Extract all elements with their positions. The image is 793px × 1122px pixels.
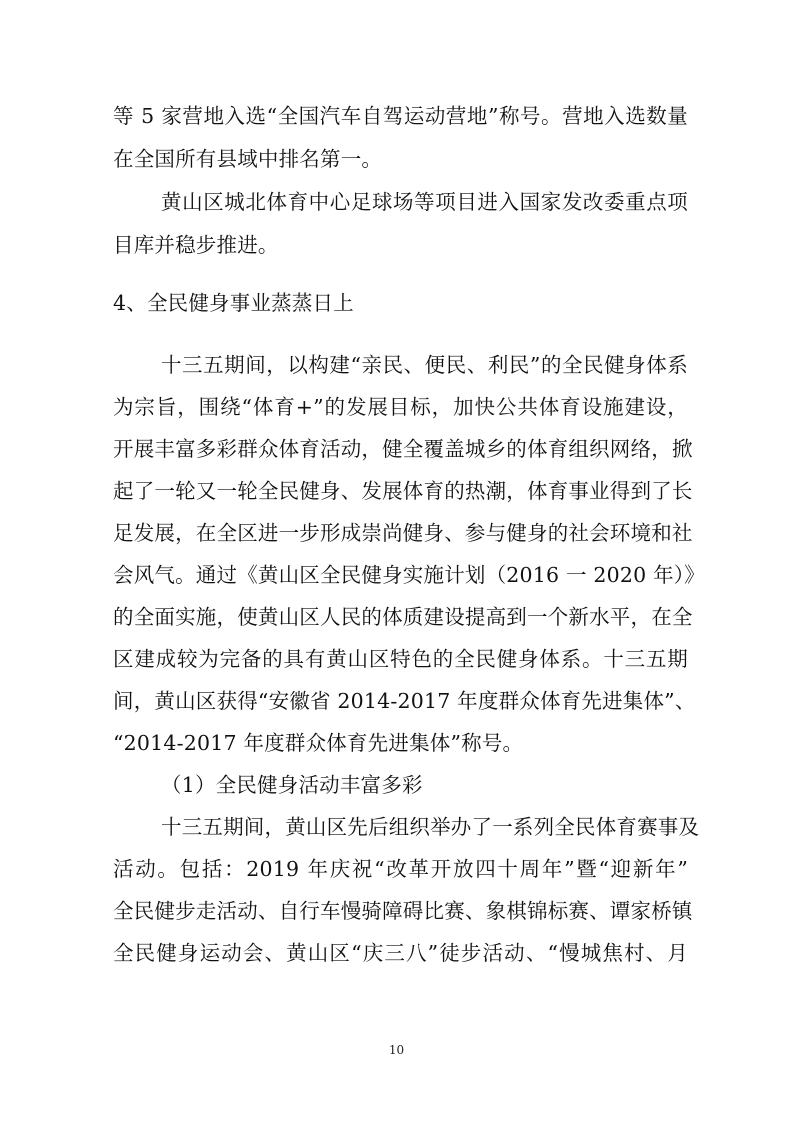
page-number: 10 bbox=[388, 1043, 405, 1057]
body-text-line-7: 为宗旨，围绕“体育+”的发展目标，加快公共体育设施建设， bbox=[113, 395, 688, 419]
body-text-line-2: 在全国所有县域中排名第一。 bbox=[113, 147, 383, 171]
subsection-heading: （1）全民健身活动丰富多彩 bbox=[161, 773, 423, 797]
body-text-line-13: 区建成较为完备的具有黄山区特色的全民健身体系。十三五期 bbox=[113, 647, 688, 671]
body-text-line-15: “2014-2017 年度群众体育先进集体”称号。 bbox=[113, 731, 524, 755]
body-text-line-1: 等 5 家营地入选“全国汽车自驾运动营地”称号。营地入选数量 bbox=[113, 104, 688, 128]
body-text-line-11: 会风气。通过《黄山区全民健身实施计划（2016 一 2020 年）》 bbox=[113, 563, 705, 587]
section-heading: 4、全民健身事业蒸蒸日上 bbox=[113, 291, 354, 315]
body-text-line-20: 全民健身运动会、黄山区“庆三八”徒步活动、“慢城焦村、月 bbox=[113, 941, 688, 965]
body-text-line-4: 目库并稳步推进。 bbox=[113, 233, 279, 257]
body-text-line-6: 十三五期间，以构建“亲民、便民、利民”的全民健身体系 bbox=[161, 353, 688, 377]
body-text-line-10: 足发展，在全区进一步形成崇尚健身、参与健身的社会环境和社 bbox=[113, 521, 693, 545]
body-text-line-14: 间，黄山区获得“安徽省 2014-2017 年度群众体育先进集体”、 bbox=[113, 689, 696, 713]
body-text-line-9: 起了一轮又一轮全民健身、发展体育的热潮，体育事业得到了长 bbox=[113, 479, 693, 503]
body-text-line-12: 的全面实施，使黄山区人民的体质建设提高到一个新水平，在全 bbox=[113, 605, 693, 629]
body-text-line-17: 十三五期间，黄山区先后组织举办了一系列全民体育赛事及 bbox=[161, 815, 700, 839]
body-text-line-3: 黄山区城北体育中心足球场等项目进入国家发改委重点项 bbox=[161, 190, 688, 214]
body-text-line-19: 全民健步走活动、自行车慢骑障碍比赛、象棋锦标赛、谭家桥镇 bbox=[113, 899, 693, 923]
body-text-line-8: 开展丰富多彩群众体育活动，健全覆盖城乡的体育组织网络，掀 bbox=[113, 437, 693, 461]
body-text-line-18: 活动。包括：2019 年庆祝“改革开放四十周年”暨“迎新年” bbox=[113, 857, 688, 881]
